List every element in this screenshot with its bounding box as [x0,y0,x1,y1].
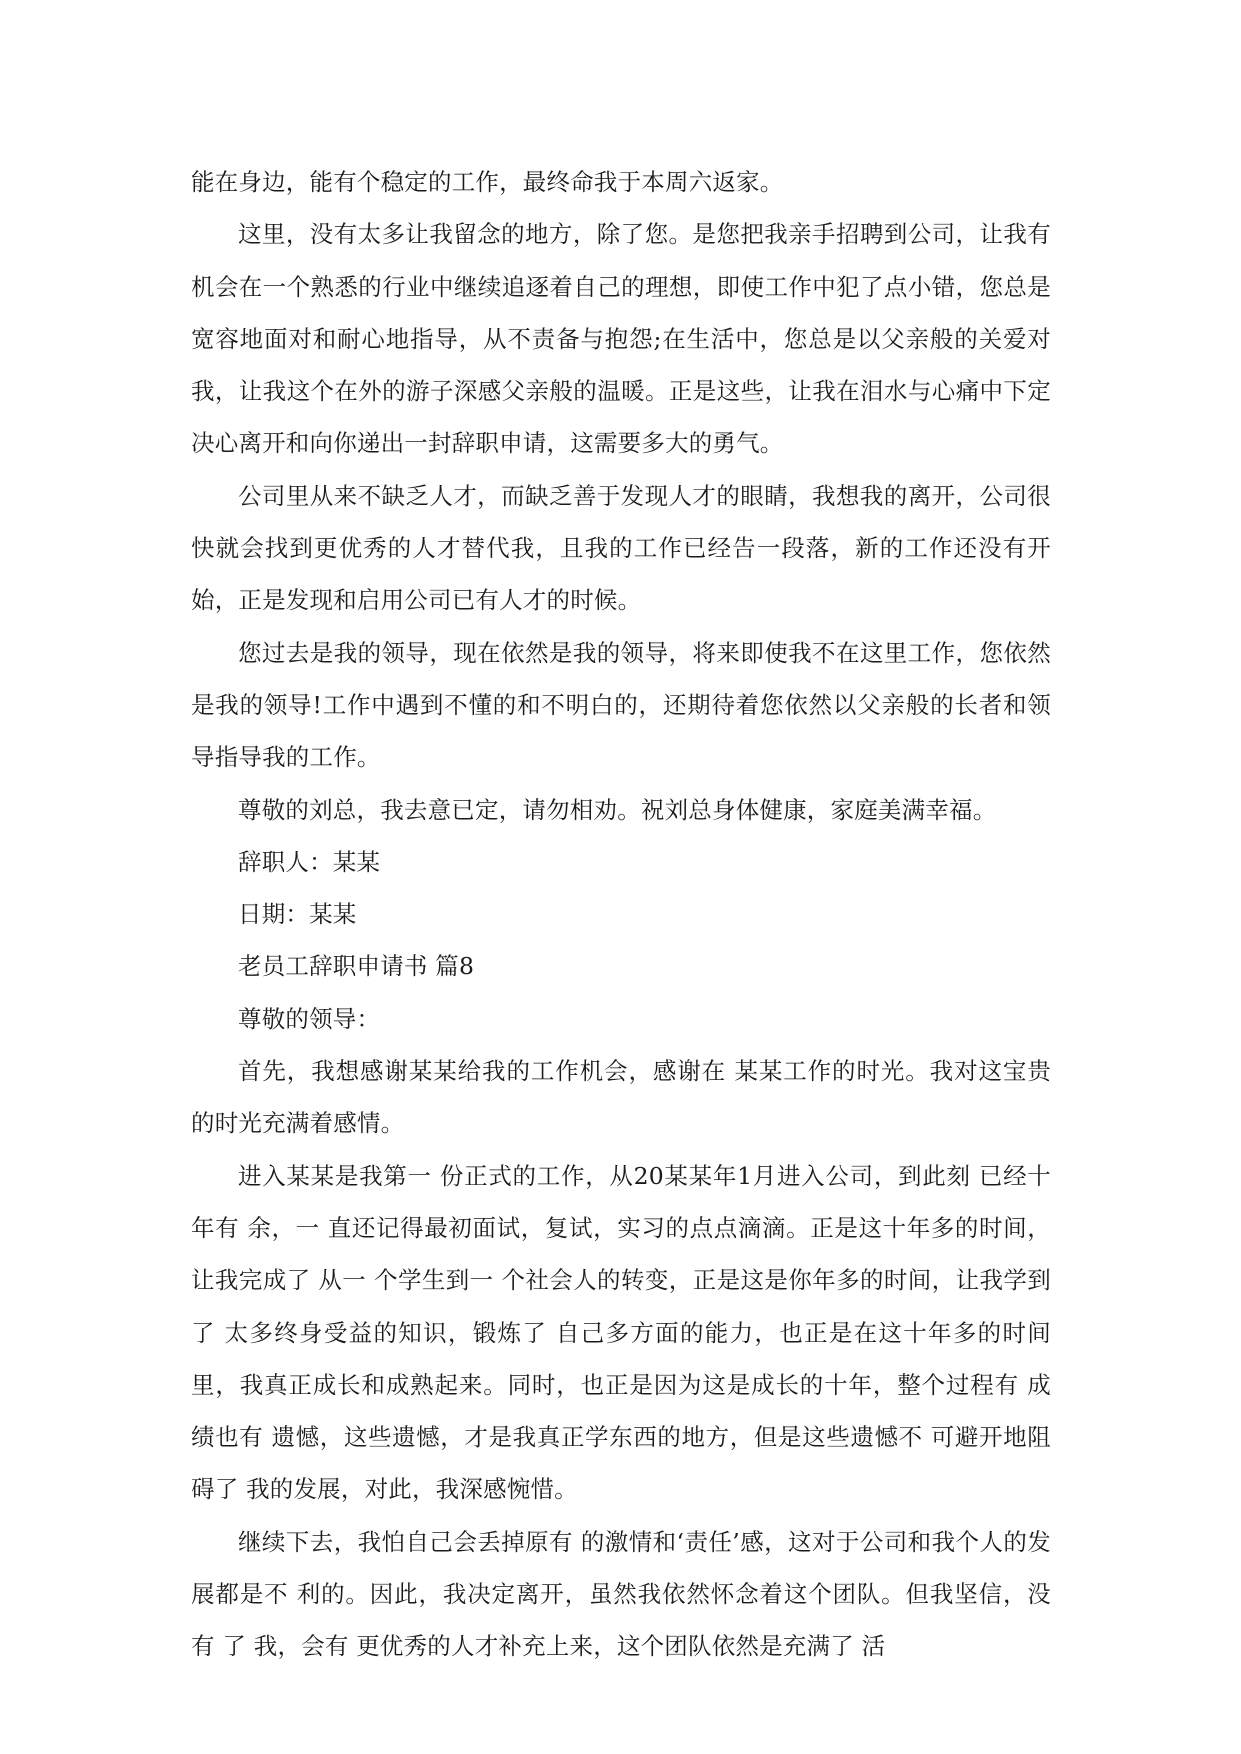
paragraph: 这里，没有太多让我留念的地方，除了您。是您把我亲手招聘到公司，让我有机会在一个熟悉的行业中继续追逐着自己的理想，即使工作中犯了点小错，您总是宽容地面对和耐心地指导，从不责备与抱怨;在生活中，您总是以父亲般的关爱对我，让我这个在外的游子深感父亲般的温暖。正是这些，让我在泪水与心痛中下定决心离开和向你递出一封辞职申请，这需要多大的勇气。 [191,220,1051,458]
paragraph: 公司里从来不缺乏人才，而缺乏善于发现人才的眼睛，我想我的离开，公司很快就会找到更优秀的人才替代我，且我的工作已经告一段落，新的工作还没有开始，正是发现和启用公司已有人才的时候。 [191,481,1051,615]
document-body [191,156,1051,1673]
paragraph: 进入某某是我第一 份正式的工作，从20某某年1月进入公司，到此刻 已经十年有 余，一 直还记得最初面试，复试，实习的点点滴滴。正是这十年多的时间，让我完成了 从一 个学生到一 个社会人的转变，正是这是你年多的时间，让我学到了 太多终身受益的知识，锻炼了 自己多方面的能力，也正是在这十年多的时间里，我真正成长和成熟起来。同时，也正是因为这是成长的十年，整个过程有 成绩也有 遗憾，这些遗憾，才是我真正学东西的地方，但是这些遗憾不 可避开地阻碍了 我的发展，对此，我深感惋惜。 [191,1161,1051,1504]
paragraph: 继续下去，我怕自己会丢掉原有 的激情和‘责任’感，这对于公司和我个人的发展都是不 利的。因此，我决定离开，虽然我依然怀念着这个团队。但我坚信，没有 了 我，会有 更优秀的人才补充上来，这个团队依然是充满了 活 [191,1527,1051,1661]
paragraph: 您过去是我的领导，现在依然是我的领导，将来即使我不在这里工作，您依然是我的领导!工作中遇到不懂的和不明白的，还期待着您依然以父亲般的长者和领导指导我的工作。 [191,638,1051,772]
paragraph-continued: 能在身边，能有个稳定的工作，最终命我于本周六返家。 [191,168,784,196]
section-heading: 老员工辞职申请书 篇8 [238,952,475,981]
paragraph: 尊敬的刘总，我去意已定，请勿相劝。祝刘总身体健康，家庭美满幸福。 [238,795,997,824]
date-line: 日期：某某 [238,900,357,929]
salutation: 尊敬的领导： [238,1004,381,1033]
paragraph: 首先，我想感谢某某给我的工作机会，感谢在 某某工作的时光。我对这宝贵的时光充满着感情。 [191,1057,1051,1138]
signature-line: 辞职人：某某 [238,847,381,876]
